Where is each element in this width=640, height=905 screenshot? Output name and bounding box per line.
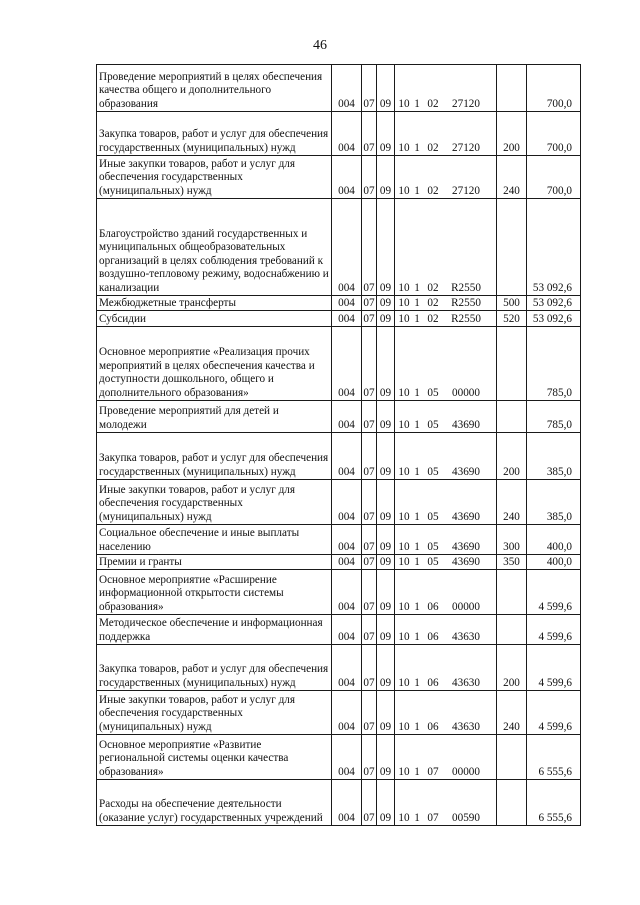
code-event: 02: [427, 185, 439, 197]
section-code-cell: 07: [362, 691, 377, 735]
expense-type-cell: [497, 615, 527, 645]
code-program: 10: [398, 721, 410, 733]
code-direction: 43630: [452, 631, 480, 643]
code-subprogram: 1: [414, 98, 420, 110]
expense-type-cell: 200: [497, 433, 527, 480]
code-program: 10: [398, 98, 410, 110]
expense-type-cell: [497, 327, 527, 401]
code-subprogram: 1: [414, 185, 420, 197]
code-event: 02: [427, 297, 439, 309]
row-name-cell: Социальное обеспечение и иные выплаты населению: [97, 525, 332, 555]
code-subprogram: 1: [414, 387, 420, 399]
budget-table-body: [97, 65, 581, 826]
table-row: [97, 199, 581, 296]
amount-cell: 785,0: [527, 401, 581, 433]
amount-cell: 4 599,6: [527, 570, 581, 615]
section-code-cell: 07: [362, 156, 377, 199]
row-name-cell: Основное мероприятие «Расширение информационной открытости системы образования»: [97, 570, 332, 615]
subsection-code-cell: 09: [377, 555, 395, 570]
amount-cell: 385,0: [527, 480, 581, 525]
section-code-cell: 07: [362, 570, 377, 615]
expense-type-cell: 520: [497, 311, 527, 327]
table-row: [97, 156, 581, 199]
code-event: 02: [427, 313, 439, 325]
code-direction: 00000: [452, 601, 480, 613]
expense-type-cell: [497, 65, 527, 112]
table-row: [97, 615, 581, 645]
ministry-code-cell: 004: [332, 735, 362, 780]
row-name-cell: Межбюджетные трансферты: [97, 296, 332, 311]
subsection-code-cell: 09: [377, 570, 395, 615]
code-program: 10: [398, 297, 410, 309]
code-event: 06: [427, 631, 439, 643]
table-row: [97, 691, 581, 735]
code-subprogram: 1: [414, 313, 420, 325]
code-program: 10: [398, 313, 410, 325]
section-code-cell: 07: [363, 556, 375, 568]
subsection-code-cell: 09: [377, 691, 395, 735]
row-name-cell: Иные закупки товаров, работ и услуг для обеспечения государственных (муниципальных) нужд: [97, 691, 332, 735]
code-program: 10: [398, 282, 410, 294]
row-name-cell: Благоустройство зданий государственных и муниципальных общеобразовательных организаций в целях соблюдения требований к воздушно-тепловому режиму, водоснабжению и канализации: [97, 199, 332, 296]
code-program: 10: [398, 556, 410, 568]
subsection-code-cell: 09: [377, 780, 395, 826]
target-article-code-cell: [395, 401, 497, 433]
code-program: 10: [398, 766, 410, 778]
code-event: 05: [427, 511, 439, 523]
target-article-code-cell: [395, 780, 497, 826]
subsection-code-cell: 09: [377, 735, 395, 780]
code-subprogram: 1: [414, 556, 420, 568]
subsection-code-cell: 09: [377, 480, 395, 525]
code-direction: 00000: [452, 766, 480, 778]
expense-type-cell: [497, 401, 527, 433]
row-name-cell: Основное мероприятие «Реализация прочих мероприятий в целях обеспечения качества и доступности дошкольного, общего и дополнительного образования»: [97, 327, 332, 401]
target-article-code-cell: [395, 199, 497, 296]
section-code-cell: 07: [362, 645, 377, 691]
code-direction: 43630: [452, 677, 480, 689]
row-name-cell: Проведение мероприятий в целях обеспечения качества общего и дополнительного образования: [97, 65, 332, 112]
ministry-code-cell: 004: [332, 570, 362, 615]
target-article-code-cell: [395, 735, 497, 780]
code-direction: R2550: [451, 297, 481, 309]
code-event: 05: [427, 387, 439, 399]
ministry-code-cell: 004: [332, 327, 362, 401]
ministry-code-cell: 004: [332, 112, 362, 156]
target-article-code-cell: [395, 525, 497, 555]
subsection-code-cell: 09: [377, 615, 395, 645]
code-direction: 43630: [452, 721, 480, 733]
target-article-code-cell: [395, 480, 497, 525]
expense-type-cell: 500: [497, 296, 527, 311]
target-article-code-cell: [395, 615, 497, 645]
amount-cell: 4 599,6: [527, 645, 581, 691]
code-subprogram: 1: [414, 142, 420, 154]
code-direction: 43690: [452, 466, 480, 478]
ministry-code-cell: 004: [332, 65, 362, 112]
target-article-code-cell: [395, 433, 497, 480]
expense-type-cell: 350: [497, 555, 527, 570]
section-code-cell: 07: [362, 735, 377, 780]
expense-type-cell: 240: [497, 691, 527, 735]
section-code-cell: 07: [362, 615, 377, 645]
code-event: 02: [427, 142, 439, 154]
code-program: 10: [398, 387, 410, 399]
table-row: [97, 311, 581, 327]
code-event: 06: [427, 721, 439, 733]
ministry-code-cell: 004: [332, 780, 362, 826]
ministry-code-cell: 004: [332, 555, 362, 570]
section-code-cell: 07: [362, 433, 377, 480]
section-code-cell: 07: [362, 311, 377, 327]
amount-cell: 400,0: [527, 525, 581, 555]
row-name-cell: Проведение мероприятий для детей и молодежи: [97, 401, 332, 433]
section-code-cell: 07: [362, 65, 377, 112]
expense-type-cell: 240: [497, 156, 527, 199]
section-code-cell: 07: [362, 199, 377, 296]
ministry-code-cell: 004: [332, 401, 362, 433]
code-direction: 43690: [452, 556, 480, 568]
ministry-code-cell: 004: [332, 691, 362, 735]
code-subprogram: 1: [414, 297, 420, 309]
section-code-cell: 07: [362, 401, 377, 433]
subsection-code-cell: 09: [377, 401, 395, 433]
code-event: 05: [427, 419, 439, 431]
row-name-cell: Иные закупки товаров, работ и услуг для обеспечения государственных (муниципальных) нужд: [97, 156, 332, 199]
code-subprogram: 1: [414, 511, 420, 523]
section-code-cell: 07: [362, 780, 377, 826]
code-direction: 27120: [452, 185, 480, 197]
row-name-cell: Методическое обеспечение и информационная поддержка: [97, 615, 332, 645]
code-subprogram: 1: [414, 419, 420, 431]
table-row: [97, 327, 581, 401]
subsection-code-cell: 09: [377, 156, 395, 199]
ministry-code-cell: 004: [332, 156, 362, 199]
subsection-code-cell: 09: [377, 65, 395, 112]
row-name-cell: Иные закупки товаров, работ и услуг для обеспечения государственных (муниципальных) нужд: [97, 480, 332, 525]
amount-cell: 53 092,6: [527, 296, 581, 311]
subsection-code-cell: 09: [377, 525, 395, 555]
subsection-code-cell: 09: [377, 327, 395, 401]
target-article-code-cell: [395, 555, 497, 570]
amount-cell: 700,0: [527, 65, 581, 112]
code-direction: 43690: [452, 419, 480, 431]
row-name-cell: Субсидии: [97, 311, 332, 327]
code-program: 10: [398, 812, 410, 824]
expense-type-cell: 200: [497, 645, 527, 691]
code-event: 02: [427, 282, 439, 294]
target-article-code-cell: [395, 570, 497, 615]
budget-table: [96, 64, 581, 826]
amount-cell: 700,0: [527, 156, 581, 199]
code-direction: R2550: [451, 313, 481, 325]
code-program: 10: [398, 466, 410, 478]
code-program: 10: [398, 419, 410, 431]
ministry-code-cell: 004: [332, 615, 362, 645]
code-subprogram: 1: [414, 631, 420, 643]
row-name-cell: Закупка товаров, работ и услуг для обеспечения государственных (муниципальных) нужд: [97, 433, 332, 480]
target-article-code-cell: [395, 691, 497, 735]
code-direction: 43690: [452, 541, 480, 553]
expense-type-cell: 300: [497, 525, 527, 555]
ministry-code-cell: 004: [332, 525, 362, 555]
ministry-code-cell: 004: [332, 480, 362, 525]
ministry-code-cell: 004: [332, 433, 362, 480]
ministry-code-cell: 004: [332, 296, 362, 311]
expense-type-cell: [497, 780, 527, 826]
code-event: 06: [427, 677, 439, 689]
table-row: [97, 735, 581, 780]
table-row: [97, 480, 581, 525]
code-direction: R2550: [451, 282, 481, 294]
row-name-cell: Расходы на обеспечение деятельности (оказание услуг) государственных учреждений: [97, 780, 332, 826]
section-code-cell: 07: [362, 112, 377, 156]
expense-type-cell: 240: [497, 480, 527, 525]
table-row: [97, 555, 581, 570]
amount-cell: 4 599,6: [527, 615, 581, 645]
table-row: [97, 525, 581, 555]
expense-type-cell: [497, 199, 527, 296]
table-row: [97, 65, 581, 112]
amount-cell: 6 555,6: [527, 780, 581, 826]
ministry-code-cell: 004: [332, 645, 362, 691]
section-code-cell: 07: [362, 327, 377, 401]
table-row: [97, 780, 581, 826]
row-name-cell: Премии и гранты: [97, 555, 332, 570]
code-subprogram: 1: [414, 721, 420, 733]
code-program: 10: [398, 541, 410, 553]
code-event: 05: [427, 466, 439, 478]
subsection-code-cell: 09: [377, 296, 395, 311]
expense-type-cell: 200: [497, 112, 527, 156]
target-article-code-cell: [395, 311, 497, 327]
subsection-code-cell: 09: [377, 112, 395, 156]
target-article-code-cell: [395, 327, 497, 401]
row-name-cell: Закупка товаров, работ и услуг для обеспечения государственных (муниципальных) нужд: [97, 112, 332, 156]
target-article-code-cell: [395, 112, 497, 156]
row-name-cell: Закупка товаров, работ и услуг для обеспечения государственных (муниципальных) нужд: [97, 645, 332, 691]
code-event: 02: [427, 98, 439, 110]
amount-cell: 785,0: [527, 327, 581, 401]
code-direction: 43690: [452, 511, 480, 523]
table-row: [97, 296, 581, 311]
page-number: 46: [313, 38, 327, 53]
code-subprogram: 1: [414, 812, 420, 824]
amount-cell: 400,0: [527, 555, 581, 570]
code-event: 07: [427, 812, 439, 824]
expense-type-cell: [497, 570, 527, 615]
code-event: 05: [427, 541, 439, 553]
row-name-cell: Основное мероприятие «Развитие региональной системы оценки качества образования»: [97, 735, 332, 780]
code-subprogram: 1: [414, 282, 420, 294]
subsection-code-cell: 09: [377, 311, 395, 327]
code-subprogram: 1: [414, 466, 420, 478]
subsection-code-cell: 09: [377, 199, 395, 296]
subsection-code-cell: 09: [377, 433, 395, 480]
code-subprogram: 1: [414, 601, 420, 613]
section-code-cell: 07: [362, 525, 377, 555]
table-row: [97, 645, 581, 691]
code-subprogram: 1: [414, 766, 420, 778]
target-article-code-cell: [395, 65, 497, 112]
table-row: [97, 112, 581, 156]
code-event: 05: [427, 556, 439, 568]
code-event: 07: [427, 766, 439, 778]
code-direction: 00590: [452, 812, 480, 824]
amount-cell: 4 599,6: [527, 691, 581, 735]
target-article-code-cell: [395, 156, 497, 199]
section-code-cell: 07: [363, 297, 375, 309]
code-program: 10: [398, 142, 410, 154]
code-program: 10: [398, 601, 410, 613]
expense-type-cell: [497, 735, 527, 780]
amount-cell: 385,0: [527, 433, 581, 480]
code-program: 10: [398, 631, 410, 643]
code-direction: 27120: [452, 142, 480, 154]
table-row: [97, 570, 581, 615]
code-program: 10: [398, 677, 410, 689]
subsection-code-cell: 09: [377, 645, 395, 691]
amount-cell: 53 092,6: [527, 199, 581, 296]
code-program: 10: [398, 511, 410, 523]
code-subprogram: 1: [414, 677, 420, 689]
ministry-code-cell: 004: [332, 199, 362, 296]
code-event: 06: [427, 601, 439, 613]
code-direction: 00000: [452, 387, 480, 399]
table-row: [97, 401, 581, 433]
section-code-cell: 07: [362, 480, 377, 525]
code-subprogram: 1: [414, 541, 420, 553]
amount-cell: 6 555,6: [527, 735, 581, 780]
target-article-code-cell: [395, 296, 497, 311]
amount-cell: 700,0: [527, 112, 581, 156]
target-article-code-cell: [395, 645, 497, 691]
code-direction: 27120: [452, 98, 480, 110]
code-program: 10: [398, 185, 410, 197]
amount-cell: 53 092,6: [527, 311, 581, 327]
ministry-code-cell: 004: [332, 311, 362, 327]
table-row: [97, 433, 581, 480]
